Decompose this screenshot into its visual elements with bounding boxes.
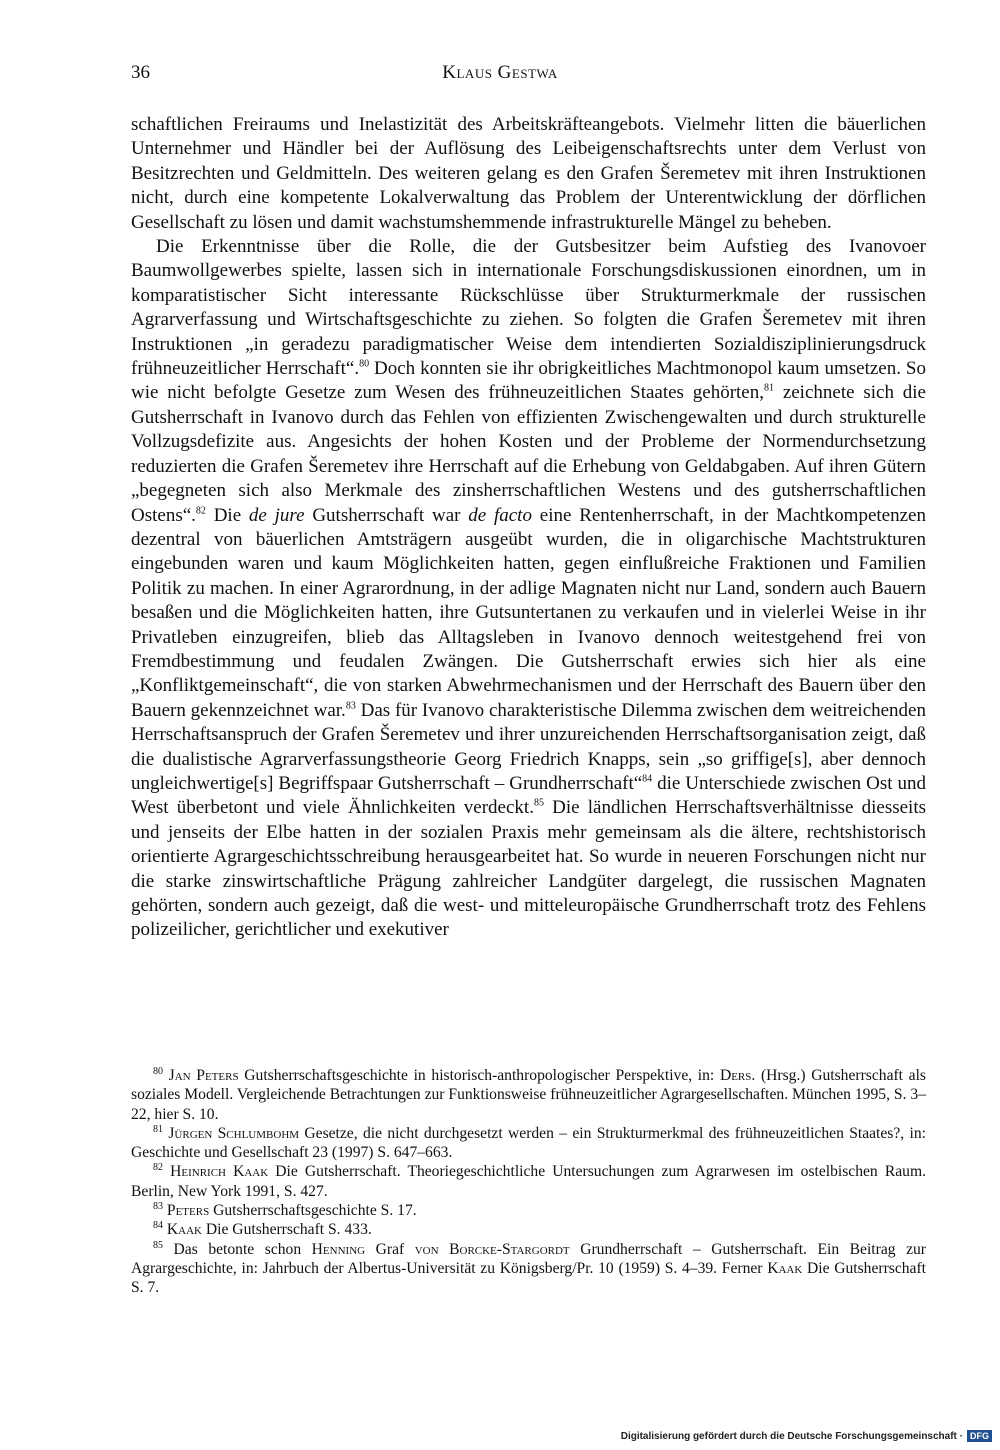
footnote-81: [131, 1124, 926, 1163]
text-run: Das für Ivanovo charakteristische Dilemma zwischen dem weitreichenden Herrschaftsanspruch der Grafen Šeremetev und ihrer unzureichenden Herrschaftsorganisation zeigt, daß die dualistische Agrarverfassungstheorie Georg Friedrich Knapps, sein „so griffige[s], aber dennoch ungleichwertige[s] Begriffspaar Gutsherrschaft – Grundherrschaft“: [131, 699, 926, 794]
footnote-83: [131, 1201, 926, 1220]
running-title: Klaus Gestwa: [442, 62, 558, 83]
footnote-text: Die Gutsherrschaft S. 433.: [202, 1221, 372, 1239]
italic-term: de facto: [468, 504, 532, 526]
footnote-author: von Borcke-Stargordt: [414, 1240, 570, 1258]
text-run: eine Rentenherrschaft, in der Machtkompetenzen dezentral von bäuerlichen Amtsträgern ausgeübt wurden, die in oligarchische Machtstrukturen eingebunden waren und kaum Möglichkeiten hatten, gegen einflußreiche Fraktionen und Familien Politik zu machen. In einer Agrarordnung, in der adlige Magnaten nicht nur Land, sondern auch Bauern besaßen und die Möglichkeiten hatten, ihre Gutsuntertanen zu verkaufen und in vielerlei Weise in ihr Privatleben einzugreifen, blieb das Alltagsleben in Ivanovo dennoch weitestgehend frei von Fremdbestimmung und feudalen Zwängen. Die Gutsherrschaft erwies sich hier als eine „Konfliktgemeinschaft“, die von starken Abwehrmechanismen und der Herrschaft des Bauern über den Bauern gekennzeichnet war.: [131, 504, 926, 721]
text-run: Die Erkenntnisse über die Rolle, die der Gutsbesitzer beim Aufstieg des Ivanovoer Baumwollgewerbes spielte, lassen sich in internationale Forschungsdiskussionen einordnen, um in komparatistischer Sicht interessante Rückschlüsse über Strukturmerkmale der russischen Agrarverfassung und Wirtschaftsgeschichte zu ziehen. So folgten die Grafen Šeremetev mit ihren Instruktionen „in geradezu paradigmatischer Weise dem intendierten Sozialdisziplinierungsdruck frühneuzeitlicher Herrschaft“.: [131, 236, 926, 380]
banner-text: Digitalisierung gefördert durch die Deutsche Forschungsgemeinschaft ·: [620, 1430, 963, 1442]
footnote-author: Kaak: [166, 1221, 202, 1239]
footnote-author: Heinrich Kaak: [170, 1163, 269, 1181]
footnote-ref-81[interactable]: 81: [764, 383, 774, 395]
text-run: zeichnete sich die Gutsherrschaft in Ivanovo durch das Fehlen von effizienten Zwischengewalten und durch strukturelle Vollzugsdefizite aus. Angesichts der hohen Kosten und der Probleme der Normendurchsetzung reduzierten die Grafen Šeremetev ihre Herrschaft auf die Erhebung von Geldabgaben. Auf ihren Gütern „begegneten sich also Merkmale des zinsherrschaftlichen Westens und des gutsherrschaftlichen Ostens“.: [131, 382, 926, 526]
footnote-number: 83: [153, 1200, 163, 1212]
footnote-text: Graf: [365, 1240, 415, 1258]
text-run: Gutsherrschaft war: [304, 504, 469, 526]
text-run: die Unterschiede zwischen Ost und West überbetont und viele Ähnlichkeiten verdeckt.: [131, 772, 926, 819]
dfg-logo: DFG: [967, 1430, 992, 1442]
page-header: [0, 62, 1000, 92]
footnote-text: Das betonte schon: [173, 1240, 312, 1258]
footnote-author: Jan Peters: [168, 1067, 239, 1084]
body-text: [131, 113, 926, 943]
page-number: 36: [131, 62, 150, 83]
footnote-80: [131, 1066, 926, 1124]
italic-term: de jure: [248, 504, 305, 526]
footnote-author: Peters: [166, 1202, 210, 1220]
footnote-84: [131, 1220, 926, 1239]
footnote-ref-80[interactable]: 80: [359, 358, 370, 370]
footnote-82: [131, 1162, 926, 1201]
footnote-number: 81: [153, 1123, 163, 1135]
footnote-text: Gutsherrschaftsgeschichte in historisch-anthropologischer Perspektive, in:: [238, 1067, 720, 1084]
footnote-author: Kaak: [767, 1259, 803, 1277]
footnote-ref-85[interactable]: 85: [533, 798, 544, 810]
text-run: Doch konnten sie ihr obrigkeitliches Machtmonopol kaum umsetzen. So wie nicht befolgte Gesetze zum Wesen des frühneuzeitlichen Staates gehörten,: [131, 358, 926, 404]
footnotes: [131, 1066, 926, 1298]
footnote-text: Grundherrschaft – Gutsherrschaft. Ein Beitrag zur Agrargeschichte, in: Jahrbuch der Albertus-Universität zu Königsberg/Pr. 10 (1959) S. 4–39. Ferner: [131, 1240, 926, 1277]
digitization-banner: [621, 1426, 992, 1446]
text-run: Die ländlichen Herrschaftsverhältnisse diesseits und jenseits der Elbe hatten in der sozialen Praxis mehr gemeinsam als die ältere, rechtshistorisch orientierte Agrargeschichtsschreibung herausgearbeitet hat. So wurde in neueren Forschungen nicht nur die starke zinswirtschaftliche Prägung zahlreicher Landgüter dargelegt, die russischen Magnaten gehörten, sondern auch gezeigt, daß die west- und mitteleuropäische Grundherrschaft trotz des Fehlens polizeilicher, gerichtlicher und exekutiver: [131, 797, 926, 941]
footnote-author: Jürgen Schlumbohm: [168, 1124, 300, 1142]
footnote-number: 80: [153, 1065, 163, 1077]
footnote-ref-82[interactable]: 82: [195, 505, 206, 517]
footnote-number: 84: [153, 1220, 163, 1232]
footnote-85: [131, 1240, 926, 1298]
paragraph-1: schaftlichen Freiraums und Inelastizität des Arbeitskräfteangebots. Vielmehr litten die bäuerlichen Unternehmer und Händler bei der Auflösung des Leibeigenschaftsrechts unter dem Verlust von Besitzrechten und Geldmitteln. Des weiteren gelang es den Grafen Šeremetev mit ihren Instruktionen nicht, durch eine kompetente Lokalverwaltung das Problem der Unterentwicklung der dörflichen Gesellschaft zu lösen und damit wachstumshemmende infrastrukturelle Mängel zu beheben.: [131, 114, 926, 233]
footnote-text: (Hrsg.) Gutsherrschaft als soziales Modell. Vergleichende Betrachtungen zur Funktionsweise frühneuzeitlicher Agrargesellschaften. München 1995, S. 3–22, hier S. 10.: [131, 1067, 927, 1123]
paragraph-2: [131, 235, 926, 943]
footnote-author: Ders.: [719, 1067, 756, 1084]
footnote-number: 82: [153, 1162, 163, 1174]
footnote-text: Die Gutsherrschaft S. 7.: [131, 1259, 927, 1297]
footnote-ref-84[interactable]: 84: [642, 773, 653, 785]
footnote-ref-83[interactable]: 83: [345, 700, 356, 712]
text-run: Die: [205, 504, 249, 526]
footnote-author: Henning: [311, 1240, 366, 1258]
footnote-text: Die Gutsherrschaft. Theoriegeschichtliche Untersuchungen zum Agrarwesen im ostelbischen Raum. Berlin, New York 1991, S. 427.: [131, 1163, 926, 1200]
footnote-text: Gutsherrschaftsgeschichte S. 17.: [209, 1202, 417, 1220]
footnote-text: Gesetze, die nicht durchgesetzt werden – ein Strukturmerkmal des frühneuzeitlichen Staates?, in: Geschichte und Gesellschaft 23 (1997) S. 647–663.: [131, 1124, 926, 1162]
footnote-number: 85: [153, 1239, 163, 1251]
